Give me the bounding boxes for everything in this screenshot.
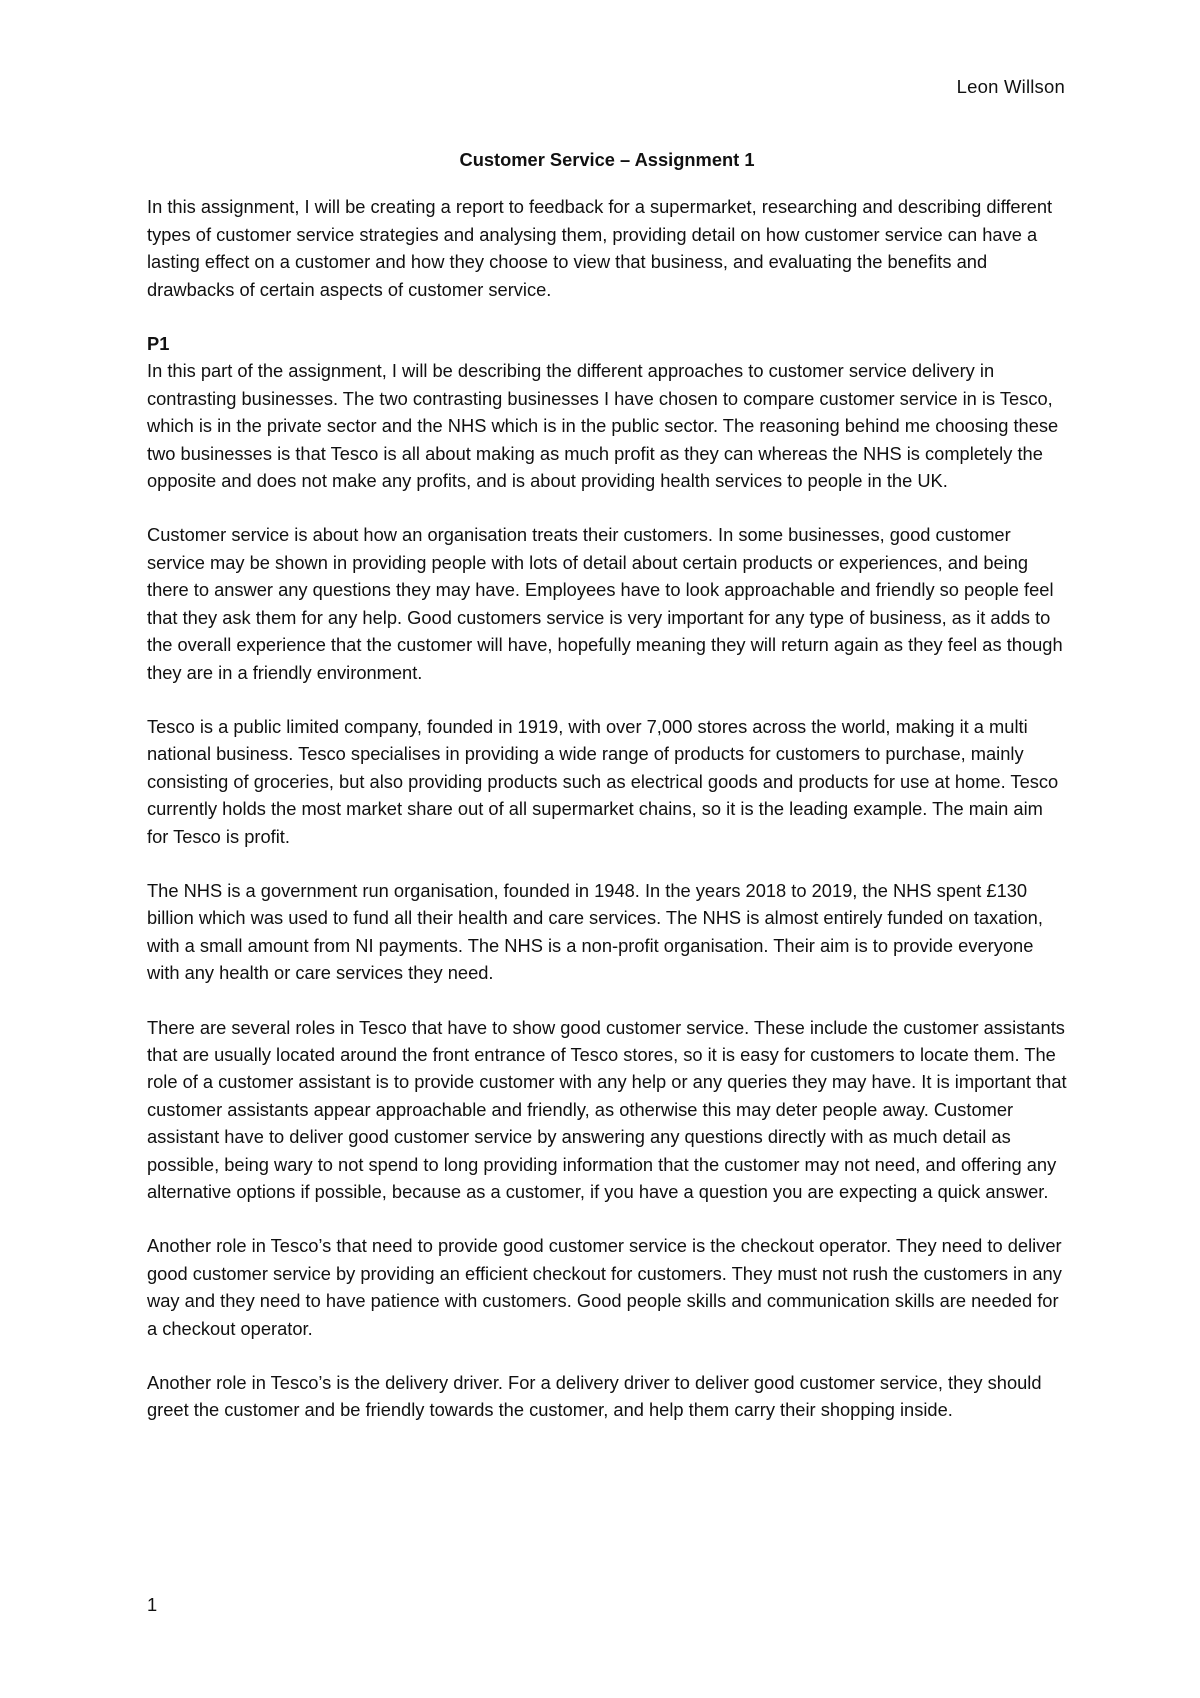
paragraph: Customer service is about how an organisation treats their customers. In some businesses, good customer service may be shown in providing people with lots of detail about certain products or experiences, and being there to answer any questions they may have. Employees have to look approachable and friendly so people feel that they ask them for any help. Good customers service is very important for any type of business, as it adds to the overall experience that the customer will have, hopefully meaning they will return again as they feel as though they are in a friendly environment. <box>147 524 1063 683</box>
document-body <box>147 146 1067 1451</box>
document-title: Customer Service – Assignment 1 <box>459 149 755 170</box>
paragraph: The NHS is a government run organisation, founded in 1948. In the years 2018 to 2019, the NHS spent £130 billion which was used to fund all their health and care services. The NHS is almost entirely funded on taxation, with a small amount from NI payments. The NHS is a non-profit organisation. Their aim is to provide everyone with any health or care services they need. <box>147 879 1043 984</box>
paragraph: Another role in Tesco’s that need to provide good customer service is the checkout operator. They need to deliver good customer service by providing an efficient checkout for customers. They must not rush the customers in any way and they need to have patience with customers. Good people skills and communication skills are needed for a checkout operator. <box>147 1235 1062 1339</box>
paragraph: Tesco is a public limited company, founded in 1919, with over 7,000 stores across the world, making it a multi national business. Tesco specialises in providing a wide range of products for customers to purchase, mainly consisting of groceries, but also providing products such as electrical goods and products for use at home. Tesco currently holds the most market share out of all supermarket chains, so it is the leading example. The main aim for Tesco is profit. <box>147 715 1059 847</box>
paragraph: There are several roles in Tesco that have to show good customer service. These include the customer assistants that are usually located around the front entrance of Tesco stores, so it is easy for customers to locate them. The role of a customer assistant is to provide customer with any help or any queries they may have. It is important that customer assistants appear approachable and friendly, as otherwise this may deter people away. Customer assistant have to deliver good customer service by answering any questions directly with as much detail as possible, being wary to not spend to long providing information that the customer may not need, and offering any alternative options if possible, because as a customer, if you have a question you are expecting a quick answer. <box>147 1016 1067 1202</box>
paragraph: In this part of the assignment, I will be describing the different approaches to customer service delivery in contrasting businesses. The two contrasting businesses I have chosen to compare customer service in is Tesco, which is in the private sector and the NHS which is in the public sector. The reasoning behind me choosing these two businesses is that Tesco is all about making as much profit as they can whereas the NHS is completely the opposite and does not make any profits, and is about providing health services to people in the UK. <box>147 360 1059 492</box>
section-heading-p1: P1 <box>147 333 170 355</box>
header-author: Leon Willson <box>956 76 1065 97</box>
intro-paragraph: In this assignment, I will be creating a report to feedback for a supermarket, researching and describing different types of customer service strategies and analysing them, providing detail on how customer service can have a lasting effect on a customer and how they choose to view that business, and evaluating the benefits and drawbacks of certain aspects of customer service. <box>147 196 1053 300</box>
paragraph: Another role in Tesco’s is the delivery driver. For a delivery driver to deliver good customer service, they should greet the customer and be friendly towards the customer, and help them carry their shopping inside. <box>147 1372 1042 1421</box>
page-number: 1 <box>147 1594 158 1615</box>
